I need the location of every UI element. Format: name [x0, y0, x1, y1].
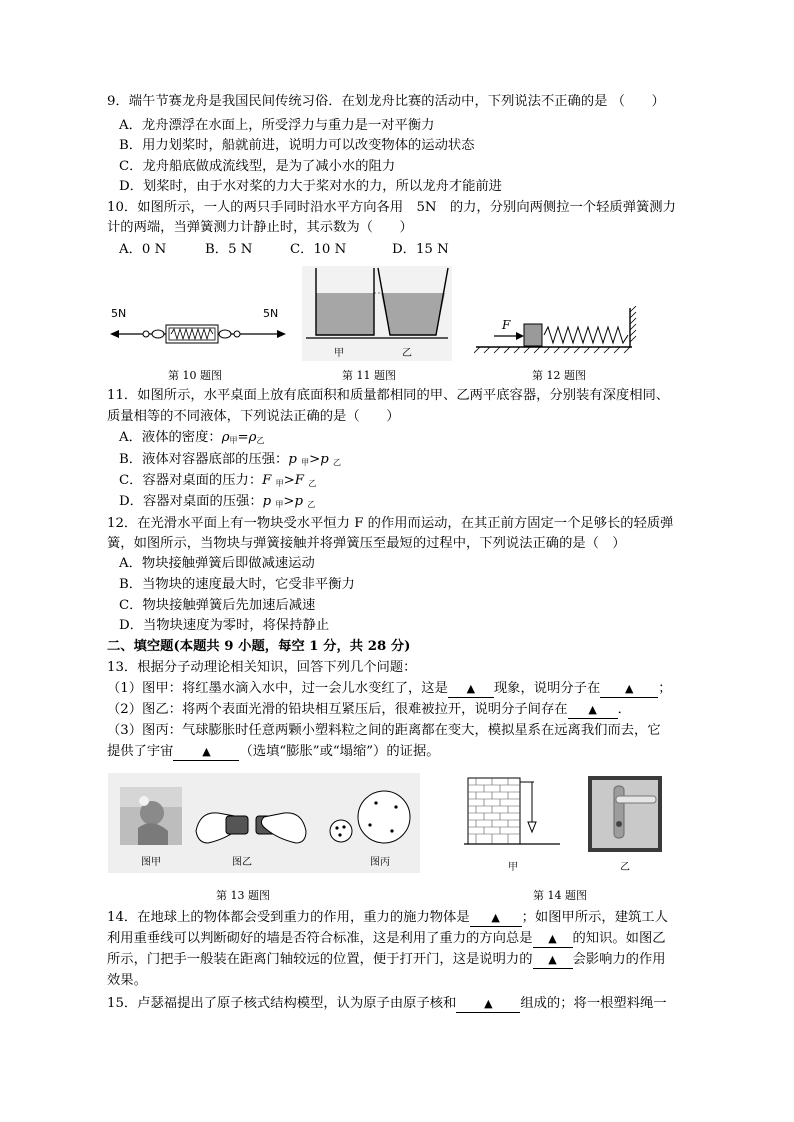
q14-blank-3[interactable]: ▲	[533, 952, 573, 969]
q11-option-a: A．液体的密度：$\rho_甲=\rho_乙$	[119, 430, 265, 445]
q9-stem: 9．端午节赛龙舟是我国民间传统习俗．在划龙舟比赛的活动中，下列说法不正确的是 （ ）	[107, 94, 665, 109]
q12-stem-line2: 簧，如图所示，当物块与弹簧接触并将弹簧压至最短的过程中，下列说法正确的是（ ）	[107, 536, 626, 551]
q10-option-d: D．15 N	[392, 242, 449, 257]
q10-stem-line1: 10．如图所示，一人的两只手同时沿水平方向各用 5N 的力，分别向两侧拉一个轻质弹簧测力	[107, 200, 676, 215]
q14-line1: 14．在地球上的物体都会受到重力的作用，重力的施力物体是 ▲ ；如图甲所示，建筑工人	[107, 910, 668, 925]
q10-option-a: A．0 N	[119, 242, 167, 257]
q14-blank-1[interactable]: ▲	[470, 910, 522, 927]
q14-blank-2[interactable]: ▲	[533, 931, 573, 948]
fig14-label-b: 乙	[620, 862, 630, 873]
q13-blank-2[interactable]: ▲	[600, 681, 658, 698]
q12-stem-line1: 12．在光滑水平面上有一物块受水平恒力 F 的作用而运动，在其正前方固定一个足够长的轻质弹	[107, 516, 674, 531]
fig11-caption: 第 11 题图	[342, 369, 396, 382]
q15-line1: 15．卢瑟福提出了原子核式结构模型，认为原子由原子核和 ▲ 组成的；将一根塑料绳一	[107, 996, 667, 1011]
q10-stem-line2: 计的两端，当弹簧测力计静止时，其示数为（ ）	[107, 220, 413, 235]
q11-option-c: C．容器对桌面的压力：F $_甲$>F $_乙$	[119, 473, 317, 488]
fig10-caption: 第 10 题图	[168, 369, 222, 382]
q14-line3: 所示，门把手一般装在距离门轴较远的位置，便于打开门，这是说明力的 ▲ 会影响力的作用	[107, 952, 666, 967]
q9-option-d: D．划桨时，由于水对桨的力大于桨对水的力，所以龙舟才能前进	[119, 179, 502, 194]
fig11-label-b: 乙	[402, 348, 412, 359]
fig14-label-a: 甲	[508, 862, 518, 873]
q12-option-c: C．物块接触弹簧后先加速后减速	[119, 598, 316, 613]
q10-option-c: C．10 N	[290, 242, 347, 257]
fig14-caption: 第 14 题图	[533, 889, 587, 902]
fig12-block-spring	[474, 306, 644, 356]
q15-blank-1[interactable]: ▲	[456, 996, 520, 1013]
fig13-label-a: 图甲	[141, 857, 161, 868]
q11-option-d: D．容器对桌面的压强：p $_甲$>p $_乙$	[119, 494, 316, 509]
q9-option-b: B．用力划桨时，船就前进，说明力可以改变物体的运动状态	[119, 138, 475, 153]
fig11-containers	[302, 266, 452, 361]
q13-blank-4[interactable]: ▲	[173, 744, 239, 761]
q13-blank-1[interactable]: ▲	[448, 681, 494, 698]
q10-option-b: B．5 N	[205, 242, 253, 257]
q11-stem-line1: 11．如图所示，水平桌面上放有底面积和质量都相同的甲、乙两平底容器，分别装有深度相同、	[107, 388, 670, 403]
q13-part2: （2）图乙：将两个表面光滑的铅块相互紧压后，很难被拉开，说明分子间存在 ▲ ．	[107, 702, 631, 717]
q9-option-c: C．龙舟船底做成流线型，是为了减小水的阻力	[119, 159, 396, 174]
fig10-spring-balance	[108, 300, 288, 360]
fig13-caption: 第 13 题图	[216, 889, 270, 902]
q9-option-a: A．龙舟漂浮在水面上，所受浮力与重力是一对平衡力	[119, 118, 435, 133]
fig12-force-label: F	[502, 318, 511, 332]
fig13-label-c: 图丙	[370, 857, 390, 868]
q11-stem-line2: 质量相等的不同液体，下列说法正确的是（ ）	[107, 409, 400, 424]
fig12-caption: 第 12 题图	[532, 369, 586, 382]
fig11-label-a: 甲	[334, 348, 344, 359]
fig13-label-b: 图乙	[232, 857, 252, 868]
q12-option-a: A．物块接触弹簧后即做减速运动	[119, 556, 315, 571]
fig14-wall-door	[462, 776, 692, 878]
q13-stem: 13．根据分子动理论相关知识，回答下列几个问题：	[107, 660, 417, 675]
section-2-title: 二、填空题(本题共 9 小题，每空 1 分，共 28 分)	[107, 639, 411, 654]
q13-part3: （3）图丙：气球膨胀时任意两颗小塑料粒之间的距离都在变大，模拟星系在远离我们而去，它	[107, 723, 661, 738]
q13-blank-3[interactable]: ▲	[568, 702, 618, 719]
q13-part1: （1）图甲：将红墨水滴入水中，过一会儿水变红了，这是 ▲ 现象，说明分子在 ▲ ；	[107, 681, 672, 696]
q14-line4: 效果。	[107, 973, 147, 988]
q13-part3-cont: 提供了宇宙 ▲ （选填“膨胀”或“塌缩”）的证据。	[107, 744, 440, 759]
q14-line2: 利用重垂线可以判断砌好的墙是否符合标准，这是利用了重力的方向总是 ▲ 的知识。如图乙	[107, 931, 666, 946]
fig10-right-force-label: 5N	[263, 307, 279, 320]
fig10-left-force-label: 5N	[111, 307, 127, 320]
q12-option-d: D．当物块速度为零时，将保持静止	[119, 618, 330, 633]
fig13-molecule-figures	[108, 773, 420, 873]
q11-option-b: B．液体对容器底部的压强：p $_甲$>p $_乙$	[119, 452, 341, 467]
q12-option-b: B．当物块的速度最大时，它受非平衡力	[119, 577, 355, 592]
